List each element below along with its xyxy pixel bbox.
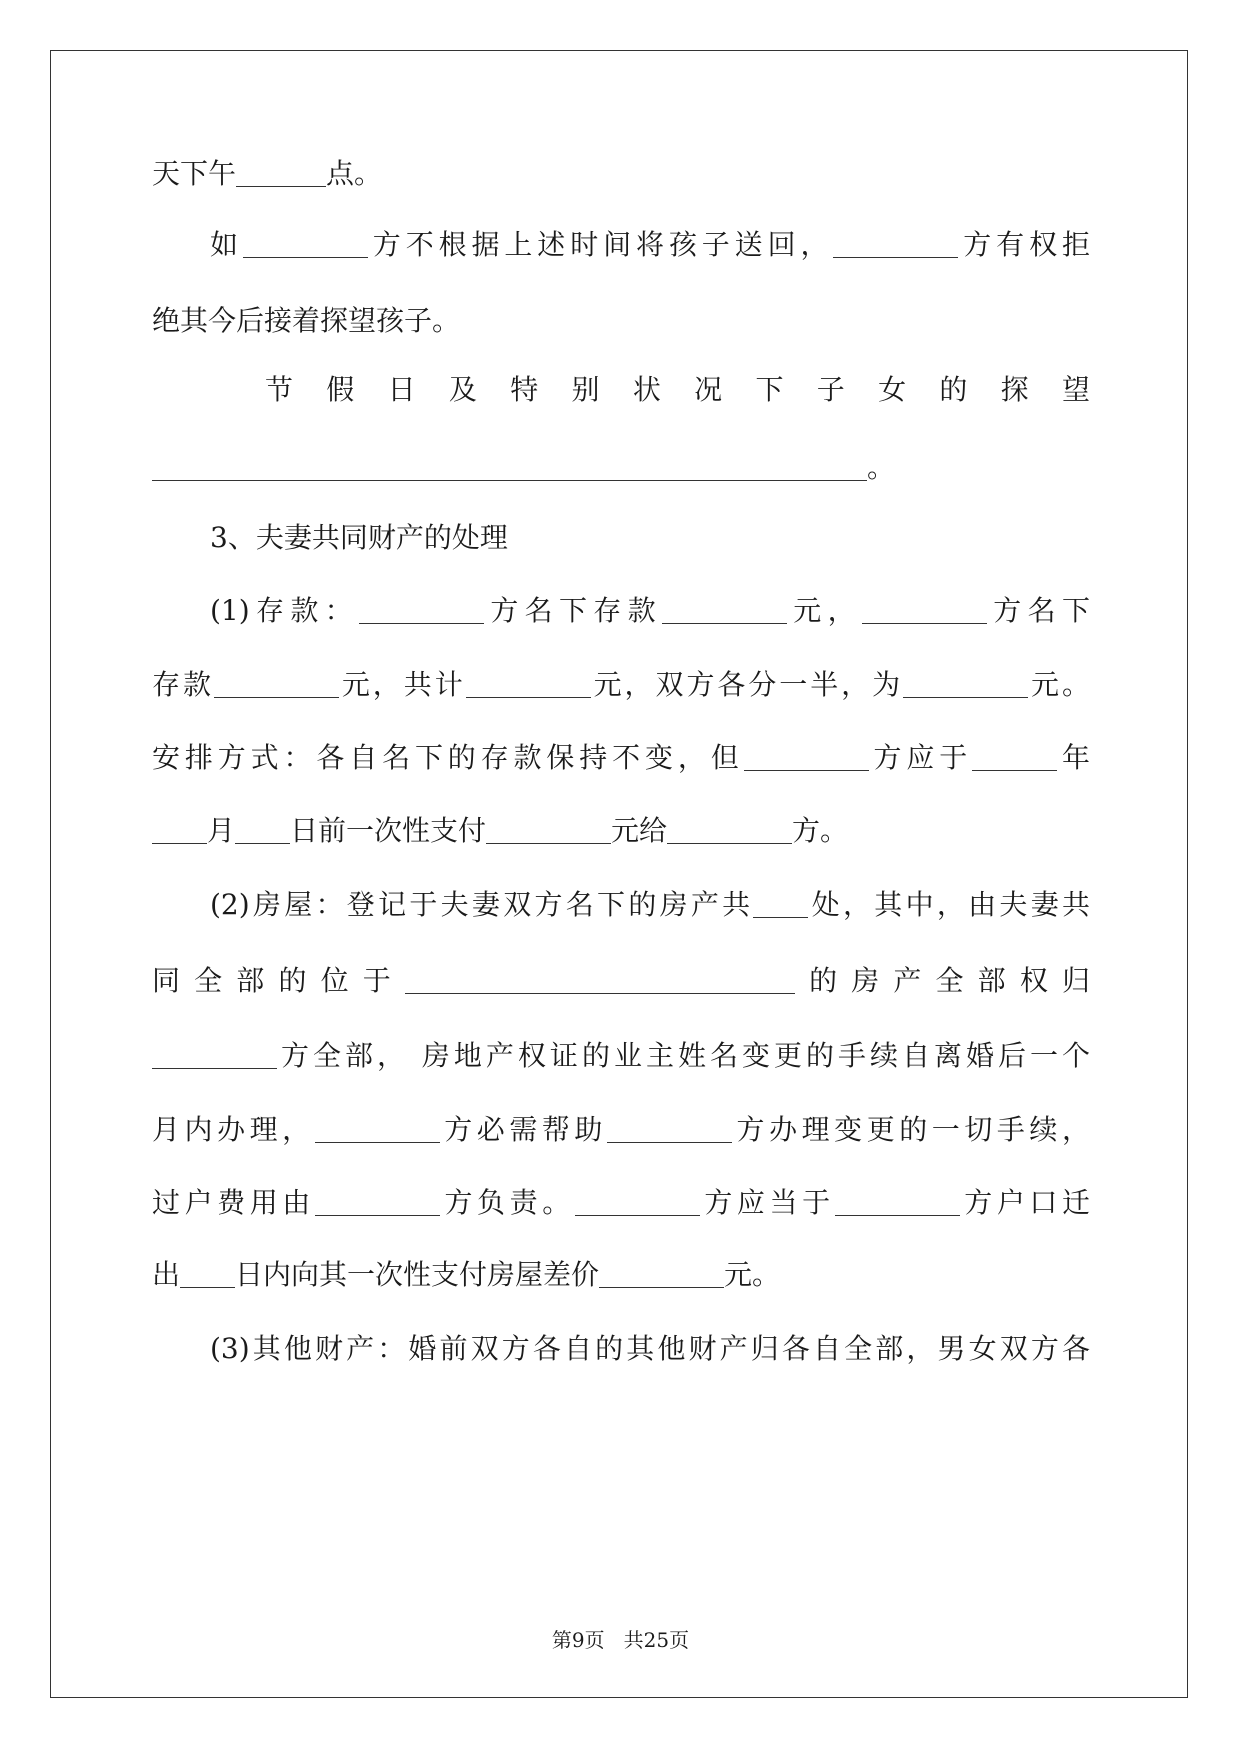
text-line: (3)其他财产：婚前双方各自的其他财产归各自全部，男女双方各 bbox=[210, 1332, 1090, 1365]
fill-blank bbox=[359, 595, 484, 624]
total-label: 共 bbox=[623, 1628, 644, 1652]
page-footer bbox=[0, 1625, 1241, 1655]
page-number: 9 bbox=[571, 1628, 585, 1652]
fill-blank bbox=[753, 889, 808, 918]
fill-blank bbox=[152, 815, 207, 844]
fill-blank bbox=[405, 965, 795, 994]
text-line: 同全部的位于 的房产全部权归 bbox=[152, 964, 1090, 997]
fill-blank bbox=[662, 595, 787, 624]
text-line: 安排方式：各自名下的存款保持不变，但 方应于 年 bbox=[152, 741, 1090, 774]
text-line: 绝其今后接着探望孩子。 bbox=[152, 304, 461, 337]
fill-blank bbox=[607, 1114, 732, 1143]
text-line: 如 方不根据上述时间将孩子送回， 方有权拒 bbox=[210, 228, 1090, 261]
fill-blank bbox=[972, 742, 1057, 771]
fill-blank bbox=[214, 669, 339, 698]
fill-blank bbox=[903, 669, 1028, 698]
text-line: 存款 元，共计 元，双方各分一半，为 元。 bbox=[152, 668, 1090, 701]
fill-blank bbox=[315, 1114, 440, 1143]
fill-blank bbox=[236, 158, 326, 187]
text-line: 月 日前一次性支付 元给 方。 bbox=[152, 806, 1090, 856]
fill-blank bbox=[235, 815, 290, 844]
text-line: 。 bbox=[152, 443, 1090, 493]
fill-blank bbox=[575, 1187, 700, 1216]
text-line: (2)房屋：登记于夫妻双方名下的房产共 处，其中，由夫妻共 bbox=[210, 888, 1090, 921]
page-label: 第 bbox=[551, 1628, 572, 1652]
text-line: 节假日及特别状况下子女的探望 bbox=[265, 373, 1090, 406]
fill-blank bbox=[152, 1040, 277, 1069]
text-line: 天下午 点。 bbox=[152, 157, 383, 190]
fill-blank bbox=[152, 452, 867, 481]
section-heading: 3、夫妻共同财产的处理 bbox=[210, 521, 508, 554]
fill-blank bbox=[667, 815, 792, 844]
fill-blank bbox=[243, 229, 368, 258]
fill-blank bbox=[486, 815, 611, 844]
page-unit: 页 bbox=[584, 1628, 605, 1652]
total-pages: 25 bbox=[643, 1628, 670, 1652]
text-line: 出 日内向其一次性支付房屋差价 元。 bbox=[152, 1258, 781, 1291]
fill-blank bbox=[599, 1259, 724, 1288]
text-line: (1)存款： 方名下存款 元， 方名下 bbox=[210, 594, 1090, 627]
text-line: 过户费用由 方负责。 方应当于 方户口迁 bbox=[152, 1186, 1090, 1219]
fill-blank bbox=[833, 229, 958, 258]
fill-blank bbox=[835, 1187, 960, 1216]
text-line: 方全部， 房地产权证的业主姓名变更的手续自离婚后一个 bbox=[152, 1031, 1090, 1081]
fill-blank bbox=[744, 742, 869, 771]
fill-blank bbox=[466, 669, 591, 698]
total-unit: 页 bbox=[669, 1628, 690, 1652]
fill-blank bbox=[862, 595, 987, 624]
text-line: 月内办理， 方必需帮助 方办理变更的一切手续， bbox=[152, 1113, 1090, 1146]
fill-blank bbox=[315, 1187, 440, 1216]
fill-blank bbox=[180, 1259, 235, 1288]
